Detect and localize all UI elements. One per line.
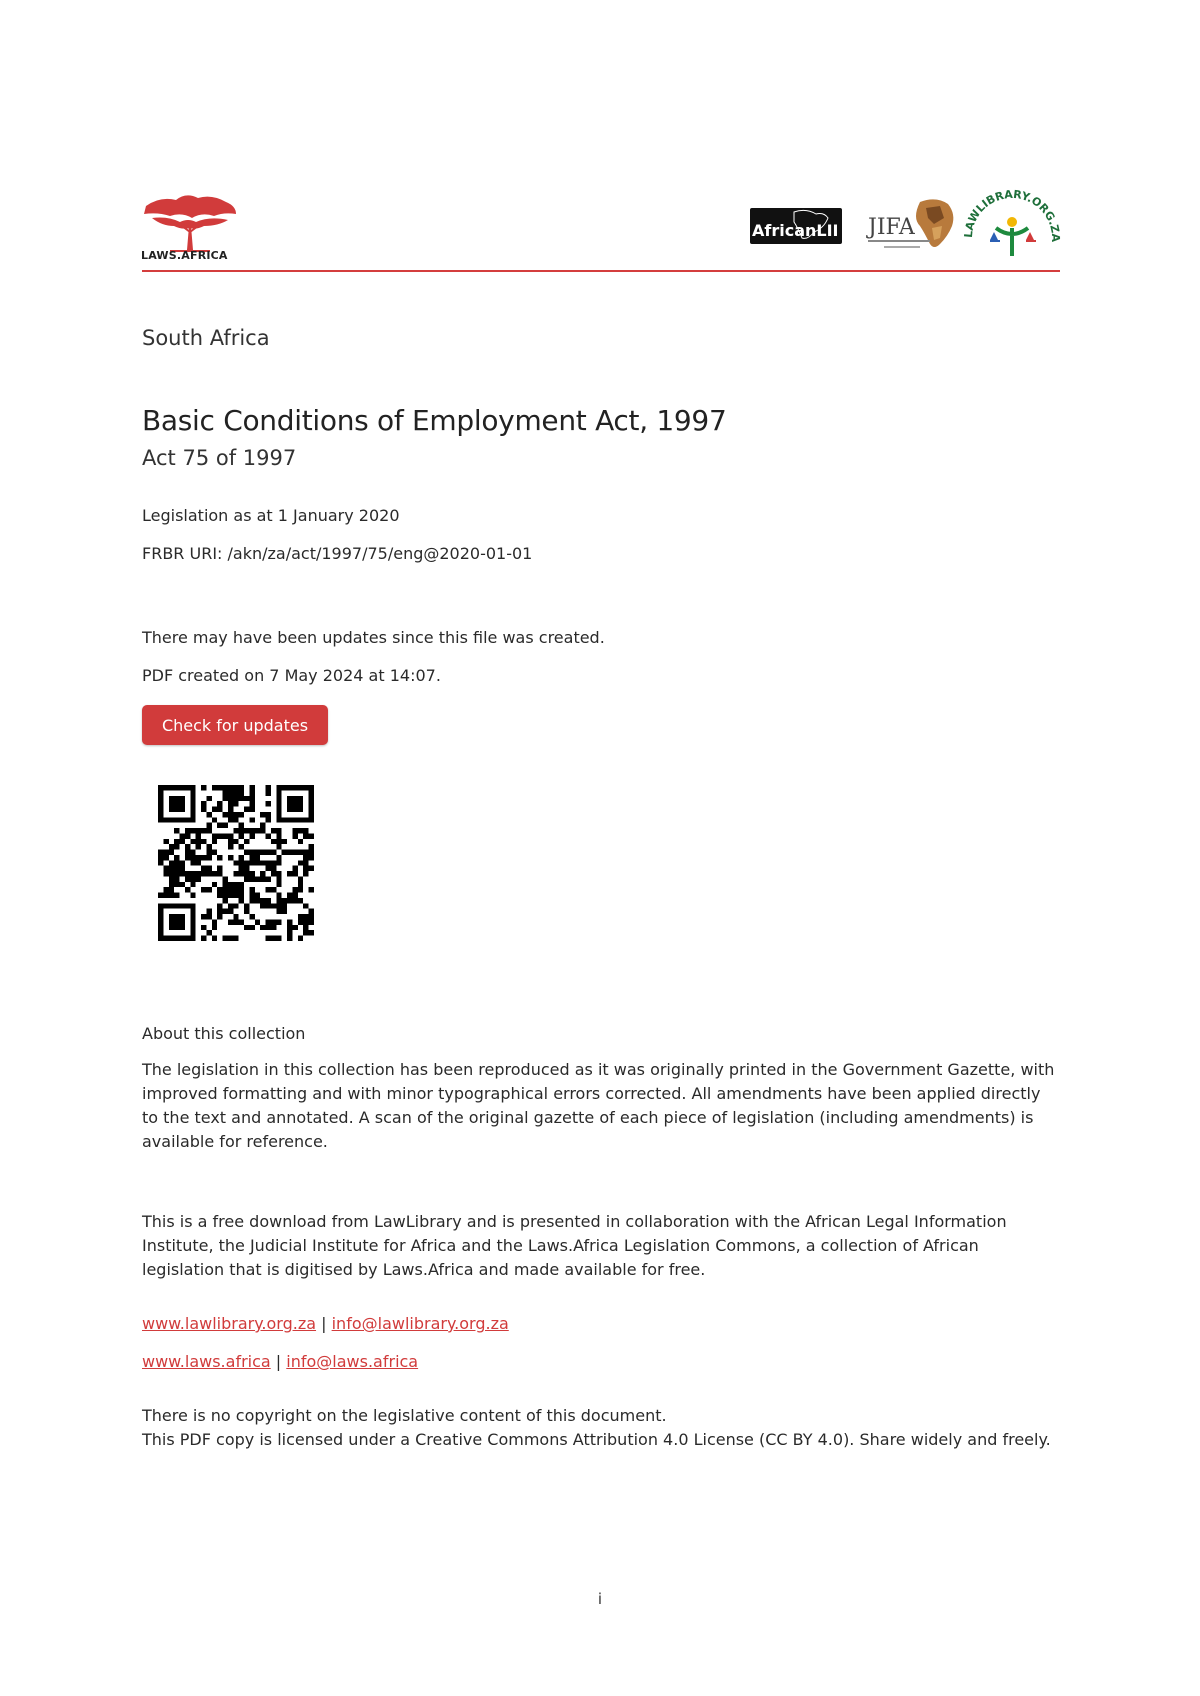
link-separator: | bbox=[275, 1352, 282, 1371]
frbr-uri: FRBR URI: /akn/za/act/1997/75/eng@2020-01-01 bbox=[142, 544, 533, 563]
lawlibrary-email-link[interactable]: info@lawlibrary.org.za bbox=[331, 1314, 509, 1333]
about-heading: About this collection bbox=[142, 1024, 306, 1043]
page-number: i bbox=[597, 1590, 603, 1608]
about-paragraph-1: The legislation in this collection has been reproduced as it was originally printed in the Government Gazette, with improved formatting and with minor typographical errors corrected. All amendments have been applied directly to the text and annotated. A scan of the original gazette of each piece of legislation (including amendments) is available for reference. bbox=[142, 1060, 1055, 1151]
copyright-notice: There is no copyright on the legislative content of this document. bbox=[142, 1406, 667, 1425]
updates-notice: There may have been updates since this file was created. bbox=[142, 628, 605, 647]
qr-code bbox=[158, 785, 314, 941]
lawsafrica-website-link[interactable]: www.laws.africa bbox=[142, 1352, 271, 1371]
lawlibrary-logo bbox=[962, 188, 1062, 256]
check-for-updates-button[interactable]: Check for updates bbox=[142, 705, 328, 745]
lawsafrica-email-link[interactable]: info@laws.africa bbox=[286, 1352, 419, 1371]
legislation-date: Legislation as at 1 January 2020 bbox=[142, 506, 400, 525]
lawlibrary-logo-text: LAWLIBRARY.ORG.ZA bbox=[961, 188, 1063, 243]
lawsafrica-links bbox=[142, 1352, 418, 1371]
license-notice: This PDF copy is licensed under a Creative Commons Attribution 4.0 License (CC BY 4.0). Share widely and freely. bbox=[142, 1430, 1051, 1449]
document-title: Basic Conditions of Employment Act, 1997 bbox=[142, 404, 727, 437]
partner-logos bbox=[744, 188, 1064, 264]
africanlii-logo bbox=[750, 208, 842, 244]
jifa-logo bbox=[866, 199, 953, 248]
jifa-logo-text: JIFA bbox=[868, 215, 915, 240]
link-separator: | bbox=[321, 1314, 327, 1333]
lawlibrary-links bbox=[142, 1314, 509, 1333]
lawlibrary-website-link[interactable]: www.lawlibrary.org.za bbox=[142, 1314, 317, 1333]
document-subtitle: Act 75 of 1997 bbox=[142, 446, 297, 470]
laws-africa-brand-text: LAWS.AFRICA bbox=[141, 249, 228, 262]
about-paragraph-2: This is a free download from LawLibrary and is presented in collaboration with the African Legal Information Institute, the Judicial Institute for Africa and the Laws.Africa Legislation Commons, a collection of African legislation that is digitised by Laws.Africa and made available for free. bbox=[142, 1212, 1007, 1279]
header-divider bbox=[142, 270, 1060, 272]
jurisdiction: South Africa bbox=[142, 326, 270, 350]
pdf-created-date: PDF created on 7 May 2024 at 14:07. bbox=[142, 666, 441, 685]
africanlii-logo-text: AfricanLII bbox=[752, 221, 839, 240]
